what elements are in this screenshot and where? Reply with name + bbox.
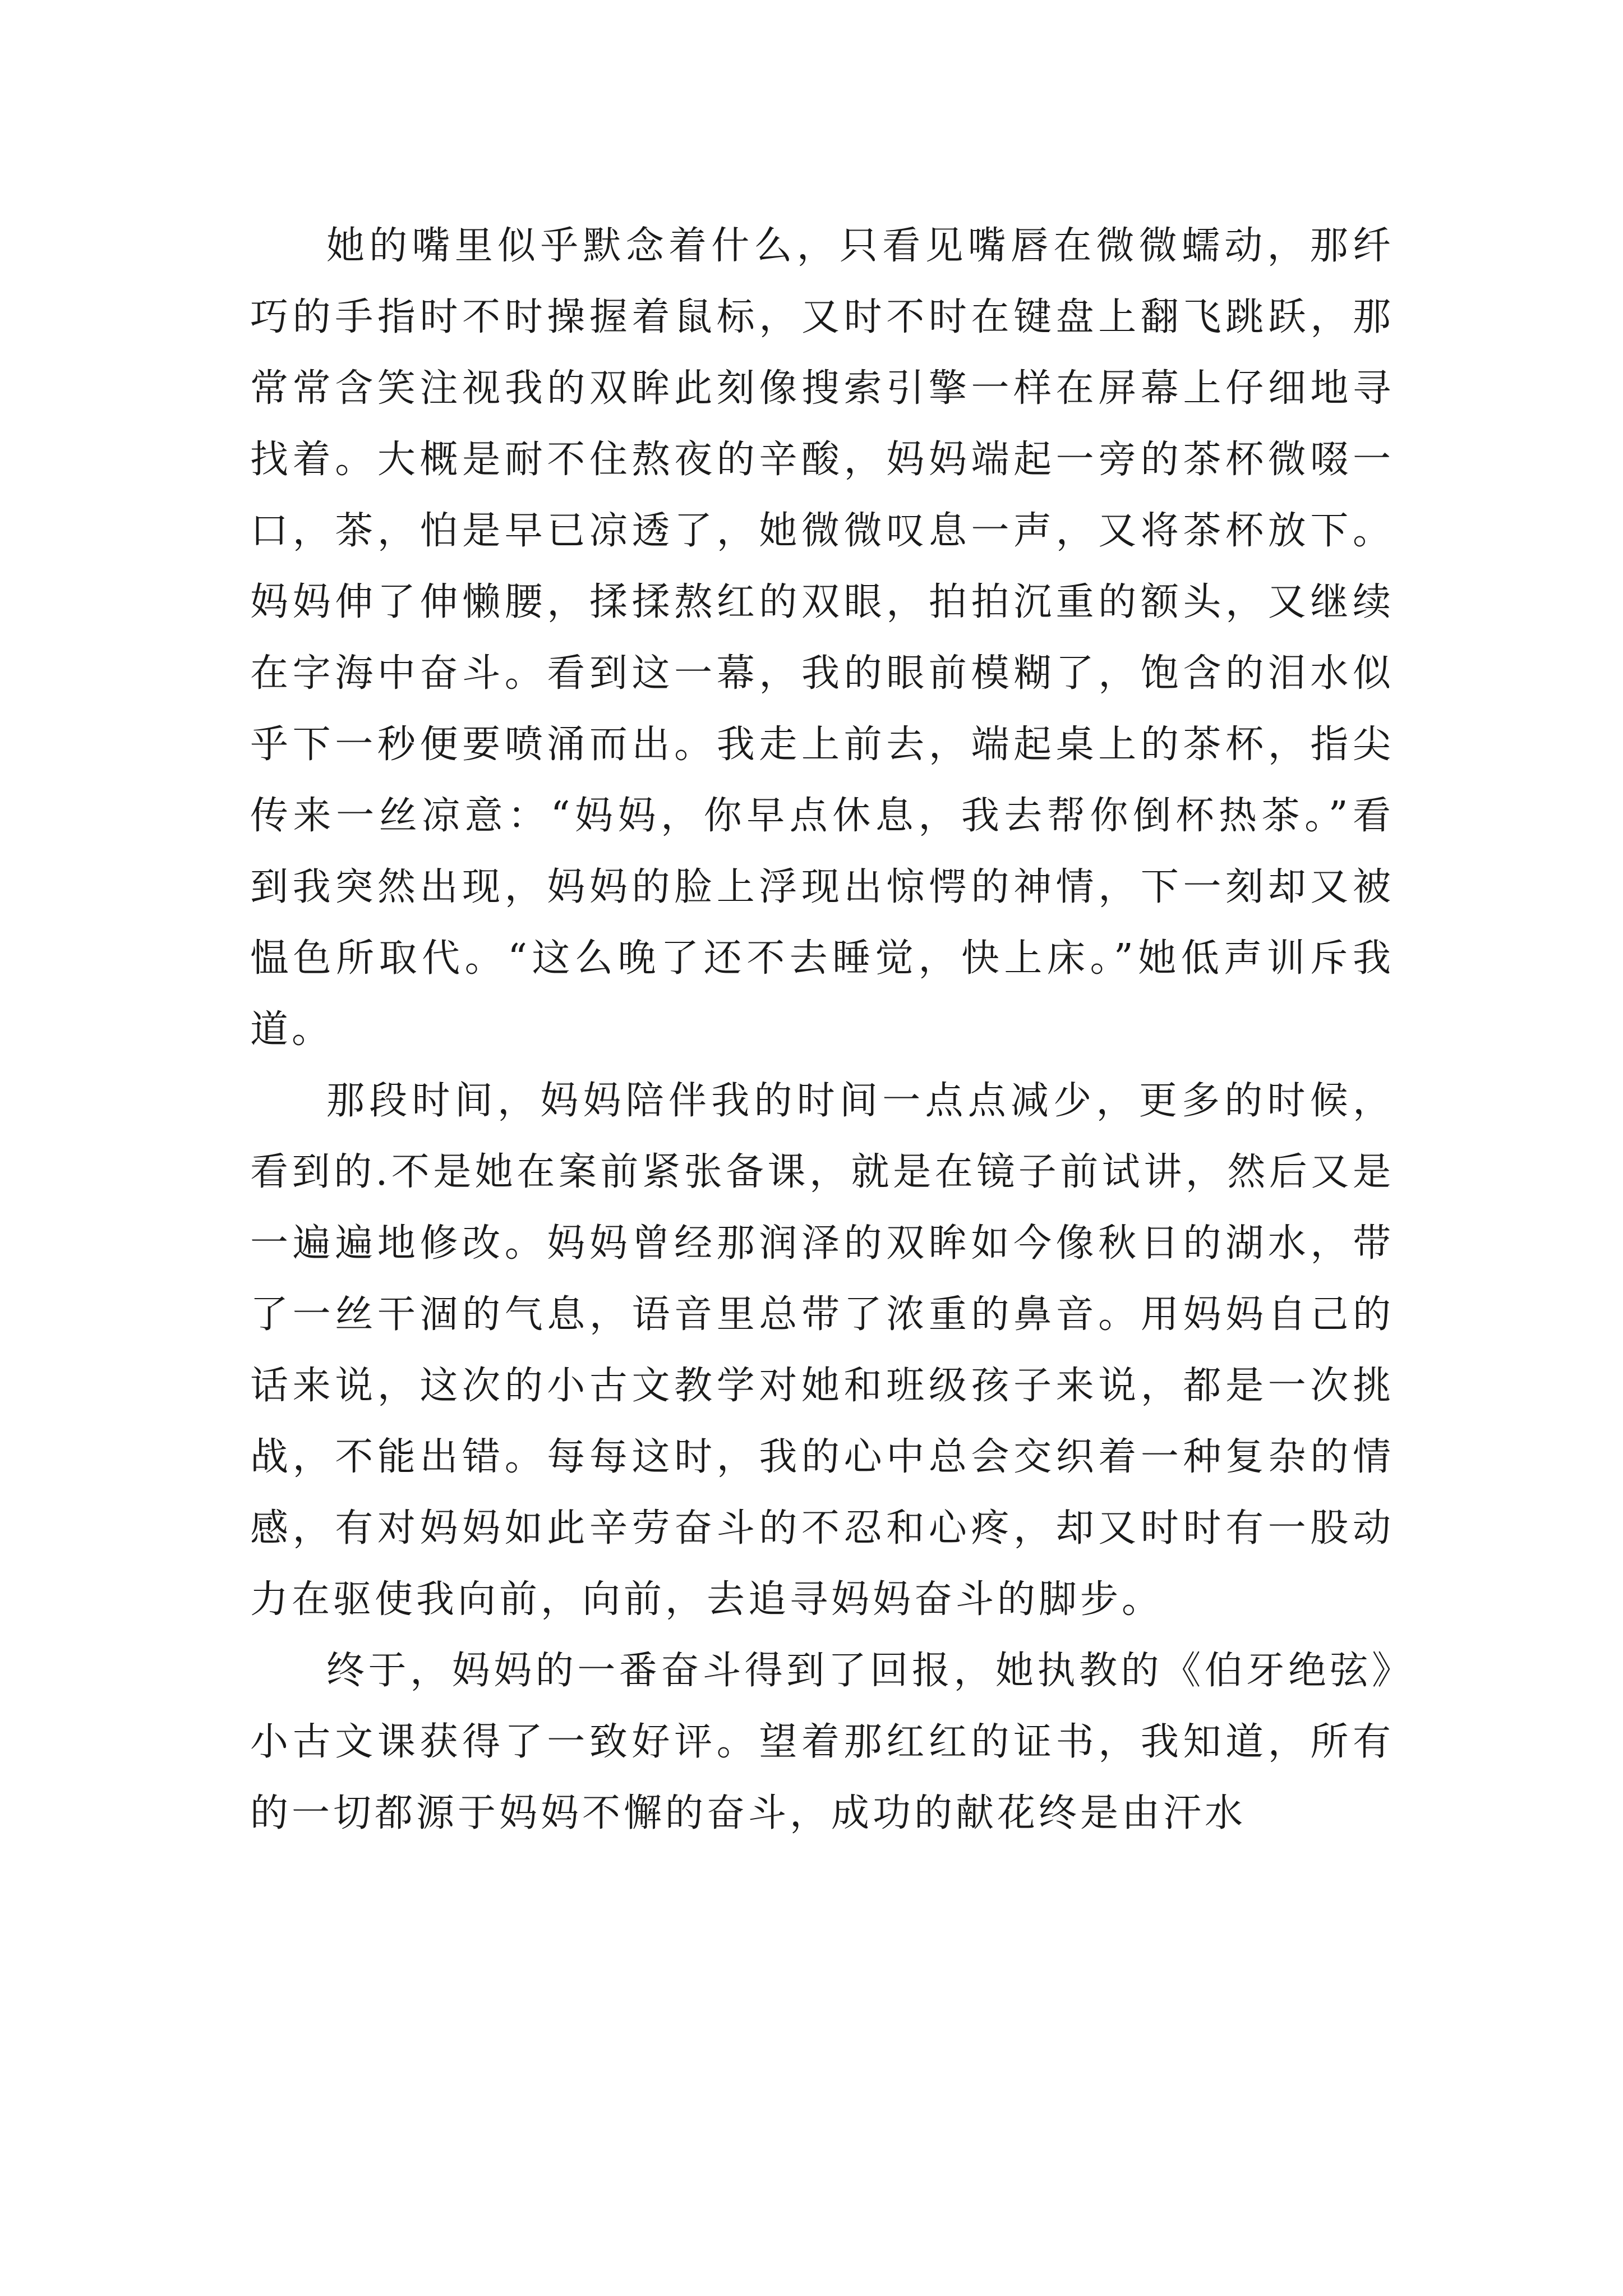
- paragraph-2: 那段时间，妈妈陪伴我的时间一点点减少，更多的时候，看到的.不是她在案前紧张备课，就是在镜子前试讲，然后又是一遍遍地修改。妈妈曾经那润泽的双眸如今像秋日的湖水，带了一丝干涸的气息，语音里总带了浓重的鼻音。用妈妈自己的话来说，这次的小古文教学对她和班级孩子来说，都是一次挑战，不能出错。每每这时，我的心中总会交织着一种复杂的情感，有对妈妈如此辛劳奋斗的不忍和心疼，却又时时有一股动力在驱使我向前，向前，去追寻妈妈奋斗的脚步。: [250, 1079, 1394, 1622]
- paragraph-3: 终于，妈妈的一番奋斗得到了回报，她执教的《伯牙绝弦》小古文课获得了一致好评。望着那红红的证书，我知道，所有的一切都源于妈妈不懈的奋斗，成功的献花终是由汗水: [250, 1649, 1394, 1835]
- body-text: [250, 210, 1394, 1849]
- paragraph-1: 她的嘴里似乎默念着什么，只看见嘴唇在微微蠕动，那纤巧的手指时不时操握着鼠标，又时不时在键盘上翻飞跳跃，那常常含笑注视我的双眸此刻像搜索引擎一样在屏幕上仔细地寻找着。大概是耐不住熬夜的辛酸，妈妈端起一旁的茶杯微啜一口，茶，怕是早已凉透了，她微微叹息一声，又将茶杯放下。妈妈伸了伸懒腰，揉揉熬红的双眼，拍拍沉重的额头，又继续在字海中奋斗。看到这一幕，我的眼前模糊了，饱含的泪水似乎下一秒便要喷涌而出。我走上前去，端起桌上的茶杯，指尖传来一丝凉意：“妈妈，你早点休息，我去帮你倒杯热茶。”看到我突然出现，妈妈的脸上浮现出惊愕的神情，下一刻却又被愠色所取代。“这么晚了还不去睡觉，快上床。”她低声训斥我道。: [250, 224, 1394, 1052]
